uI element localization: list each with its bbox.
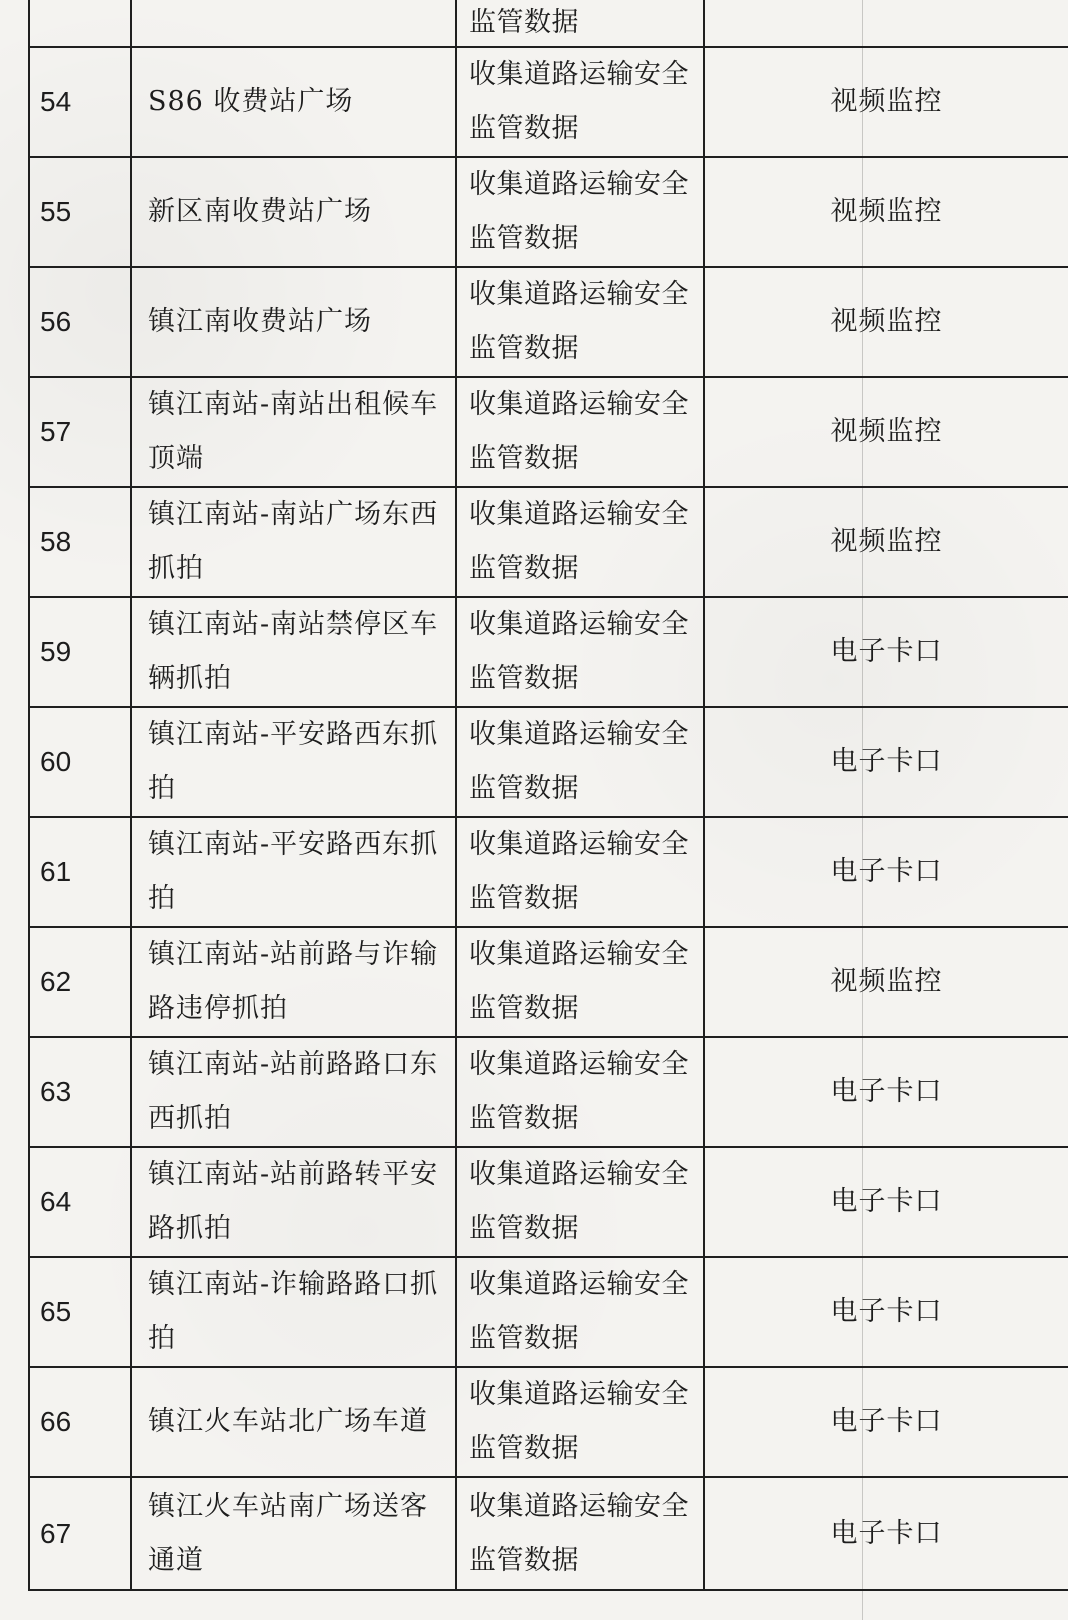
location-cell [131,487,456,597]
location-cell [131,1477,456,1590]
method-cell: 电子卡口 [704,1477,1068,1590]
location-cell: 镇江南收费站广场 [131,267,456,377]
table-row-fragment [29,0,1068,47]
table-row [29,1037,1068,1147]
purpose-text: 收集道路运输安全监管数据 [469,1379,689,1464]
method-cell: 视频监控 [704,157,1068,267]
purpose-cell [456,1147,704,1257]
row-number: 64 [29,1147,131,1257]
method-cell [704,0,1068,47]
purpose-text: 收集道路运输安全监管数据 [469,1049,689,1134]
method-cell: 视频监控 [704,267,1068,377]
purpose-text: 收集道路运输安全监管数据 [469,719,689,804]
table-row [29,47,1068,157]
location-cell [131,927,456,1037]
method-cell: 电子卡口 [704,817,1068,927]
purpose-cell [456,1257,704,1367]
table-row [29,707,1068,817]
purpose-text: 收集道路运输安全监管数据 [469,389,689,474]
purpose-text: 收集道路运输安全监管数据 [469,609,689,694]
location-cell [131,817,456,927]
table-row [29,597,1068,707]
table-row [29,927,1068,1037]
purpose-text: 收集道路运输安全监管数据 [469,169,689,254]
table-row [29,1257,1068,1367]
method-cell: 电子卡口 [704,1367,1068,1477]
row-number: 62 [29,927,131,1037]
location-text: 镇江南站-站前路路口东西抓拍 [148,1049,439,1134]
purpose-cell [456,267,704,377]
table-row [29,1477,1068,1590]
purpose-text: 收集道路运输安全监管数据 [469,1159,689,1244]
purpose-cell [456,1367,704,1477]
location-text: 镇江火车站南广场送客通道 [148,1490,428,1576]
purpose-text: 收集道路运输安全监管数据 [469,939,689,1024]
method-cell: 视频监控 [704,377,1068,487]
table-row [29,157,1068,267]
location-text: 镇江南站-站前路与诈输路违停抓拍 [148,939,439,1024]
location-cell [131,0,456,47]
row-number: 56 [29,267,131,377]
purpose-cell [456,817,704,927]
method-cell: 视频监控 [704,47,1068,157]
purpose-cell [456,487,704,597]
row-number: 54 [29,47,131,157]
location-text: 镇江南站-南站禁停区车辆抓拍 [148,609,439,694]
method-cell: 视频监控 [704,927,1068,1037]
location-text: 镇江南站-诈输路路口抓拍 [148,1269,439,1354]
row-number: 57 [29,377,131,487]
row-number: 58 [29,487,131,597]
table-row [29,377,1068,487]
row-number: 66 [29,1367,131,1477]
location-cell [131,597,456,707]
method-cell: 电子卡口 [704,1147,1068,1257]
purpose-text: 收集道路运输安全监管数据 [469,1490,689,1576]
row-number: 65 [29,1257,131,1367]
purpose-cell [456,157,704,267]
location-cell: S86 收费站广场 [131,47,456,157]
location-cell [131,707,456,817]
table-row [29,1367,1068,1477]
location-text: 镇江南站-平安路西东抓拍 [148,829,439,914]
purpose-text: 收集道路运输安全监管数据 [469,279,689,364]
purpose-cell [456,47,704,157]
purpose-cell [456,377,704,487]
table-row [29,1147,1068,1257]
purpose-cell: 监管数据 [456,0,704,47]
row-number: 60 [29,707,131,817]
table-row [29,487,1068,597]
location-text: 镇江南站-平安路西东抓拍 [148,719,439,804]
purpose-cell [456,1037,704,1147]
row-number: 59 [29,597,131,707]
monitoring-points-table [28,0,1068,1591]
location-text: 镇江南站-南站出租候车顶端 [148,389,439,474]
method-cell: 电子卡口 [704,1257,1068,1367]
location-cell: 镇江火车站北广场车道 [131,1367,456,1477]
purpose-cell [456,597,704,707]
row-number: 55 [29,157,131,267]
purpose-text: 收集道路运输安全监管数据 [469,829,689,914]
location-cell [131,1147,456,1257]
method-cell: 电子卡口 [704,707,1068,817]
location-cell [131,1037,456,1147]
location-cell: 新区南收费站广场 [131,157,456,267]
purpose-cell [456,927,704,1037]
method-cell: 电子卡口 [704,597,1068,707]
purpose-text: 收集道路运输安全监管数据 [469,1269,689,1354]
purpose-text: 收集道路运输安全监管数据 [469,59,689,144]
table-row [29,817,1068,927]
purpose-cell [456,707,704,817]
location-text: 镇江南站-南站广场东西抓拍 [148,499,439,584]
location-cell [131,377,456,487]
method-cell: 电子卡口 [704,1037,1068,1147]
row-number [29,0,131,47]
row-number: 67 [29,1477,131,1590]
row-number: 61 [29,817,131,927]
location-cell [131,1257,456,1367]
location-text: 镇江南站-站前路转平安路抓拍 [148,1159,439,1244]
table-row [29,267,1068,377]
row-number: 63 [29,1037,131,1147]
method-cell: 视频监控 [704,487,1068,597]
purpose-text: 收集道路运输安全监管数据 [469,499,689,584]
purpose-cell [456,1477,704,1590]
